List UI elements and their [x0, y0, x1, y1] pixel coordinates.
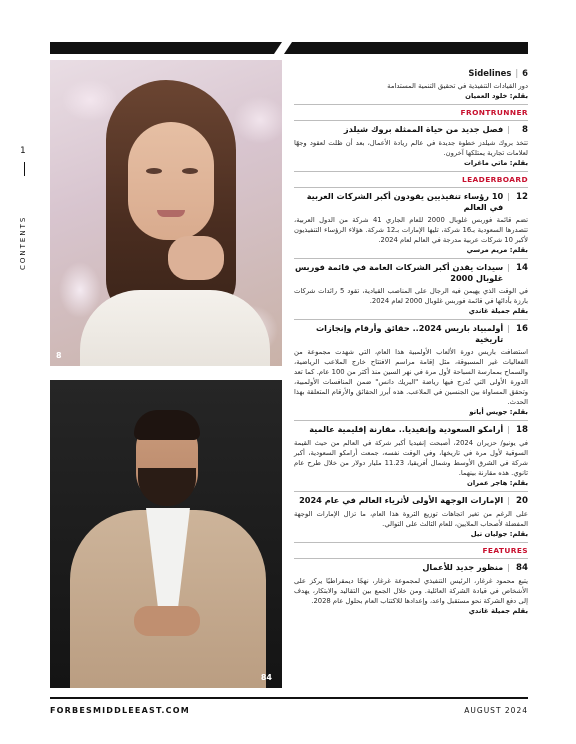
- entry-byline: بقلم جميلة غاندي: [468, 307, 528, 315]
- divider: [294, 120, 528, 121]
- contents-entry[interactable]: 20 | الإمارات الوجهة الأولى لأثرياء العالم في عام 2024 على الرغم من تغير اتجاهات توزيع الثروة هذا العام، ما تزال الإمارات الوجهة المفضلة لأصحاب الملايين، للعام الثالث على التوالي. بقلم: جوليان نيل: [294, 495, 528, 538]
- photo2-page-number: 84: [260, 673, 272, 682]
- divider: [294, 258, 528, 259]
- side-divider: [24, 162, 25, 176]
- contents-entry[interactable]: 12 | 10 رؤساء تنفيذيين يقودون أكبر الشركات العربية في العالم تضم قائمة فوربس غلوبال 2000 للعام الجاري 41 شركة من الدول العربية، تتصدرها السعودية بـ16 شركة، تليها الإمارات بـ12 شركة. هؤلاء الرؤساء التنفيذيون لأكبر 10 شركات عربية مدرجة في العالم لعام 2024. بقلم: مريم مرسي: [294, 191, 528, 254]
- photo2-beard: [138, 468, 196, 506]
- photo1-mouth: [157, 210, 185, 217]
- photo1-page-number: 8: [56, 351, 62, 360]
- divider: [294, 558, 528, 559]
- contents-entry[interactable]: 14 | سيدات يقدن أكبر الشركات العامة في قائمة فوربس غلوبال 2000 في الوقت الذي يهيمن فيه الرجال على المناصب القيادية، تقود 5 رائدات شركات بارزة بأدائها في قائمة فوربس غلوبال 2000 لعام 2024. بقلم جميلة غاندي: [294, 262, 529, 315]
- entry-byline: بقلم: هاجر عمران: [467, 479, 528, 487]
- section-features: FEATURES: [482, 546, 528, 555]
- entry-body: في يونيو/ حزيران 2024، أصبحت إنفيديا أكبر شركة في العالم من حيث القيمة السوقية لأول مرة في تاريخها، وفي الوقت نفسه، جمعت أرامكو السعودية، أكبر شركة في الشرق الأوسط وشمال أفريقيا، 11.23 مليار دولار من خلال طرح عام ثانوي. هذه مقارنة بينهما.: [294, 439, 528, 477]
- entry-body: على الرغم من تغير اتجاهات توزيع الثروة هذا العام، ما تزال الإمارات الوجهة المفضلة لأصحاب الملايين، للعام الثالث على التوالي.: [294, 510, 528, 528]
- section-frontrunner: FRONTRUNNER: [460, 108, 528, 117]
- entry-page-number: 84: [516, 563, 528, 573]
- sidelines-number: 6: [522, 68, 528, 78]
- footer-issue-date: AUGUST 2024: [464, 706, 528, 715]
- divider: [294, 187, 528, 188]
- divider: [294, 491, 528, 492]
- contents-entry[interactable]: 84 | منظور جديد للأعمال يتبع محمود غرغار، الرئيس التنفيذي لمجموعة غرغار، نهجًا ديمقراطيًا يركز على الأشخاص في قيادة الشركة العائلية. ومن خلال الجمع بين التقاليد والابتكار، يهدف إلى دفع الشركة نحو مستقبل واعد، وإعدادها للاكتتاب العام بحلول عام 2028. بقلم جميلة غاندي: [294, 562, 528, 615]
- sidelines-body: دور القيادات التنفيذية في تحقيق التنمية المستدامة: [387, 82, 528, 90]
- photo1-shirt: [80, 290, 270, 366]
- entry-body: يتبع محمود غرغار، الرئيس التنفيذي لمجموعة غرغار، نهجًا ديمقراطيًا يركز على الأشخاص في قيادة الشركة العائلية. ومن خلال الجمع بين التقاليد والابتكار، يهدف إلى دفع الشركة نحو مستقبل واعد، وإعدادها للاكتتاب العام بحلول عام 2028.: [294, 577, 528, 605]
- top-bar-right: [284, 42, 528, 54]
- photo1-face: [128, 122, 214, 240]
- top-bar-left: [50, 42, 282, 54]
- side-page-number: 1: [20, 146, 26, 156]
- contents-column: [294, 68, 528, 616]
- entry-body: تضم قائمة فوربس غلوبال 2000 للعام الجاري 41 شركة من الدول العربية، تتصدرها السعودية بـ16 شركة، تليها الإمارات بـ12 شركة. هؤلاء الرؤساء التنفيذيون لأكبر 10 شركات عربية مدرجة في العالم لعام 2024.: [294, 216, 528, 244]
- divider: [294, 542, 528, 543]
- entry-title: الإمارات الوجهة الأولى لأثرياء العالم في عام 2024: [299, 495, 504, 505]
- entry-byline: بقلم: جويس أيانو: [469, 408, 528, 416]
- entry-title: أرامكو السعودية وإنفيديا.. مقارنة إقليمية عالمية: [309, 424, 504, 434]
- entry-page-number: 8: [522, 125, 528, 135]
- photo2-hands: [134, 606, 200, 636]
- footer-rule: [50, 697, 528, 699]
- entry-body: في الوقت الذي يهيمن فيه الرجال على المناصب القيادية، تقود 5 رائدات شركات بارزة بأدائها في قائمة فوربس غلوبال 2000 لعام 2024.: [294, 287, 529, 305]
- divider: [294, 171, 528, 172]
- entry-body: استضافت باريس دورة الألعاب الأولمبية هذا العام، التي شهدت مجموعة من الفعاليات غير المسبوقة، مثل إقامة مراسم الافتتاح خارج الملاعب الرياضية، والسماح بممارسة السباحة لأول مرة في نهر السين منذ أكثر من 100 عام. كما تعد الدورة الأولى التي تُدرج فيها رياضة "البريك دانس" ضمن المنافسات الأولمبية، وتحقق المساواة بين الجنسين في الملاعب. هذه أبرز الحقائق والأرقام المتعلقة بهذا الحدث.: [294, 348, 528, 406]
- footer-site[interactable]: FORBESMIDDLEEAST.COM: [50, 706, 190, 715]
- contents-text: CONTENTS: [19, 215, 27, 270]
- contents-entry[interactable]: 18 | أرامكو السعودية وإنفيديا.. مقارنة إقليمية عالمية في يونيو/ حزيران 2024، أصبحت إنفيديا أكبر شركة في العالم من حيث القيمة السوقية لأول مرة في تاريخها، وفي الوقت نفسه، جمعت أرامكو السعودية، أكبر شركة في الشرق الأوسط وشمال أفريقيا، 11.23 مليار دولار من خلال طرح عام ثانوي. هذه مقارنة بينهما. بقلم: هاجر عمران: [294, 424, 528, 487]
- sidelines-byline: بقلم: خلود العميان: [465, 92, 528, 100]
- photo1-eye-left: [146, 168, 162, 174]
- photo1-hand: [168, 236, 224, 280]
- entry-title: فصل جديد من حياة الممثلة بروك شيلدز: [343, 124, 504, 134]
- entry-page-number: 16: [516, 324, 528, 334]
- photo-brooke-shields: [50, 60, 282, 366]
- photo1-eye-right: [182, 168, 198, 174]
- contents-entry[interactable]: 8 | فصل جديد من حياة الممثلة بروك شيلدز تتخذ بروك شيلدز خطوة جديدة في عالم ريادة الأعمال، بعد أن ظلت لعقود وجهًا لعلامات تجارية يمتلكها آخرون. بقلم: ماتي ماغرات: [294, 124, 528, 167]
- entry-title: سيدات يقدن أكبر الشركات العامة في قائمة فوربس غلوبال 2000: [294, 262, 504, 283]
- sidelines-title: Sidelines: [468, 68, 512, 78]
- divider: [294, 104, 528, 105]
- entry-byline: بقلم: ماتي ماغرات: [464, 159, 528, 167]
- side-contents-label: [14, 180, 36, 270]
- section-leaderboard: LEADERBOARD: [461, 175, 528, 184]
- entry-page-number: 12: [516, 192, 528, 202]
- photo-mahmoud-gergash: [50, 380, 282, 688]
- contents-entry[interactable]: 16 | أولمبياد باريس 2024.. حقائق وأرقام وإنجازات تاريخية استضافت باريس دورة الألعاب الأولمبية هذا العام، التي شهدت مجموعة من الفعاليات غير المسبوقة، مثل إقامة مراسم الافتتاح خارج الملاعب الرياضية، والسماح بممارسة السباحة لأول مرة في نهر السين منذ أكثر من 100 عام. كما تعد الدورة الأولى التي تُدرج فيها رياضة "البريك دانس" ضمن المنافسات الأولمبية، وتحقق المساواة بين الجنسين في الملاعب. هذه أبرز الحقائق والأرقام المتعلقة بهذا الحدث. بقلم: جويس أيانو: [294, 323, 528, 416]
- sidelines-heading[interactable]: Sidelines | 6: [468, 68, 528, 78]
- entry-title: منظور جديد للأعمال: [422, 562, 504, 572]
- entry-byline: بقلم جميلة غاندي: [468, 607, 528, 615]
- photo2-hair: [134, 410, 200, 440]
- entry-body: تتخذ بروك شيلدز خطوة جديدة في عالم ريادة الأعمال، بعد أن ظلت لعقود وجهًا لعلامات تجارية يمتلكها آخرون.: [294, 139, 528, 157]
- divider: [294, 319, 528, 320]
- entry-byline: بقلم: جوليان نيل: [470, 530, 528, 538]
- entry-page-number: 18: [516, 425, 528, 435]
- divider: [294, 420, 528, 421]
- entry-byline: بقلم: مريم مرسي: [466, 246, 528, 254]
- entry-page-number: 20: [516, 496, 528, 506]
- entry-title: 10 رؤساء تنفيذيين يقودون أكبر الشركات العربية في العالم: [306, 191, 504, 212]
- entry-page-number: 14: [516, 263, 528, 273]
- entry-title: أولمبياد باريس 2024.. حقائق وأرقام وإنجازات تاريخية: [315, 323, 504, 344]
